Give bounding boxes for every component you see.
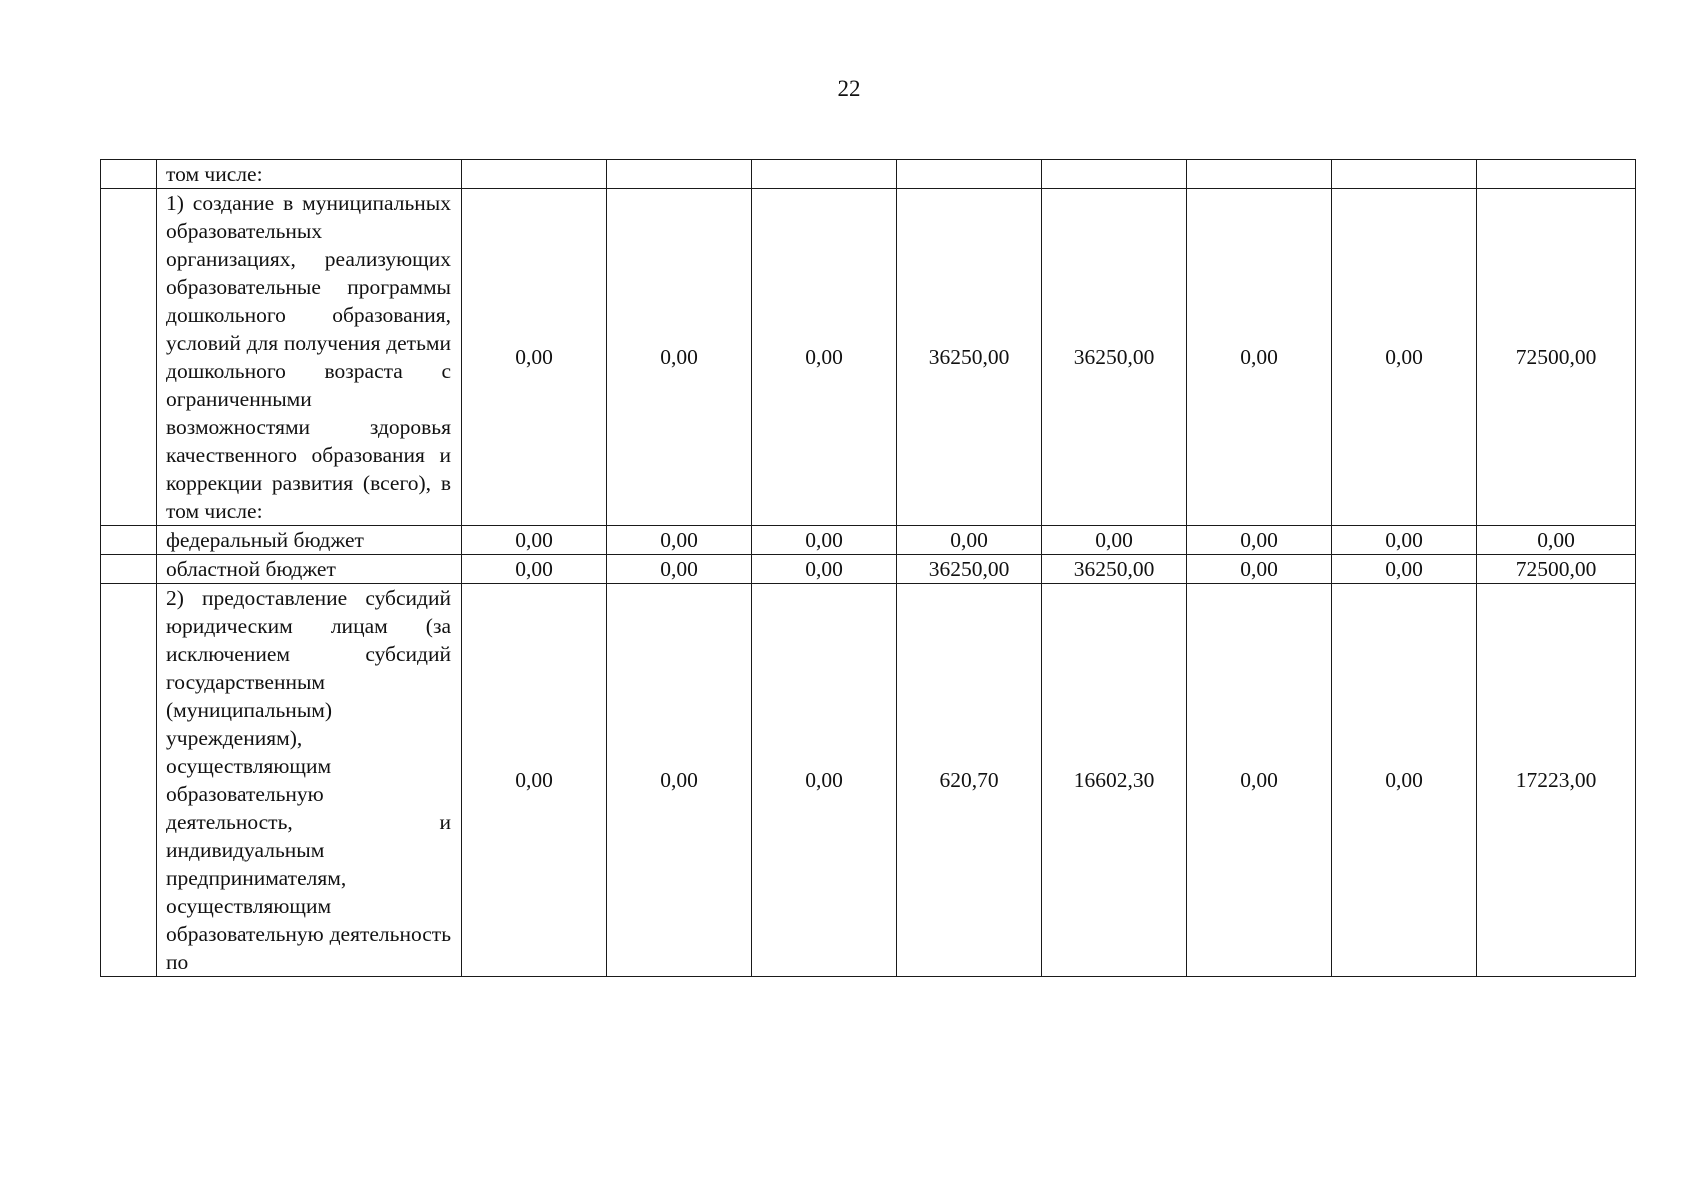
budget-table — [100, 159, 1636, 977]
row-description: 2) предоставление субсидий юридическим лицам (за исключением субсидий государственным (муниципальным) учреждениям), осуществляющим образовательную деятельность, и индивидуальным предпринимателям, осуществляющим образовательную деятельность по — [157, 584, 462, 977]
table-row — [101, 189, 1636, 526]
value-cell: 72500,00 — [1477, 555, 1636, 584]
value-cell: 0,00 — [1042, 526, 1187, 555]
value-cell: 0,00 — [752, 189, 897, 526]
value-cell: 0,00 — [897, 526, 1042, 555]
value-cell: 0,00 — [607, 189, 752, 526]
value-cell: 17223,00 — [1477, 584, 1636, 977]
value-cell: 0,00 — [752, 584, 897, 977]
page-number: 22 — [837, 76, 861, 101]
row-description: 1) создание в муниципальных образовательных организациях, реализующих образовательные программы дошкольного образования, условий для получения детьми дошкольного возраста с ограниченными возможностями здоровья качественного образования и коррекции развития (всего), в том числе: — [157, 189, 462, 526]
value-cell: 0,00 — [607, 584, 752, 977]
value-cell — [462, 160, 607, 189]
row-description: том числе: — [157, 160, 462, 189]
value-cell: 0,00 — [462, 584, 607, 977]
value-cell: 72500,00 — [1477, 189, 1636, 526]
value-cell: 36250,00 — [897, 555, 1042, 584]
value-cell: 0,00 — [462, 555, 607, 584]
value-cell — [607, 160, 752, 189]
value-cell: 0,00 — [607, 526, 752, 555]
row-number-cell — [101, 526, 157, 555]
value-cell: 0,00 — [1332, 526, 1477, 555]
row-description: федеральный бюджет — [157, 526, 462, 555]
row-number-cell — [101, 160, 157, 189]
row-number-cell — [101, 584, 157, 977]
row-description: областной бюджет — [157, 555, 462, 584]
value-cell: 36250,00 — [1042, 189, 1187, 526]
value-cell: 0,00 — [462, 526, 607, 555]
value-cell: 620,70 — [897, 584, 1042, 977]
value-cell: 0,00 — [1187, 555, 1332, 584]
value-cell: 0,00 — [1477, 526, 1636, 555]
value-cell — [1477, 160, 1636, 189]
row-number-cell — [101, 189, 157, 526]
table-row — [101, 584, 1636, 977]
value-cell: 0,00 — [1187, 584, 1332, 977]
value-cell — [1187, 160, 1332, 189]
value-cell: 0,00 — [1187, 526, 1332, 555]
value-cell: 0,00 — [607, 555, 752, 584]
row-number-cell — [101, 555, 157, 584]
value-cell: 0,00 — [752, 526, 897, 555]
value-cell: 0,00 — [462, 189, 607, 526]
table-row — [101, 555, 1636, 584]
value-cell: 0,00 — [1332, 189, 1477, 526]
value-cell: 0,00 — [752, 555, 897, 584]
table-row — [101, 526, 1636, 555]
value-cell — [1042, 160, 1187, 189]
value-cell: 0,00 — [1332, 555, 1477, 584]
value-cell — [897, 160, 1042, 189]
value-cell: 16602,30 — [1042, 584, 1187, 977]
table-row — [101, 160, 1636, 189]
value-cell: 36250,00 — [897, 189, 1042, 526]
value-cell: 0,00 — [1332, 584, 1477, 977]
value-cell: 0,00 — [1187, 189, 1332, 526]
value-cell: 36250,00 — [1042, 555, 1187, 584]
value-cell — [1332, 160, 1477, 189]
value-cell — [752, 160, 897, 189]
table-body — [101, 160, 1636, 977]
